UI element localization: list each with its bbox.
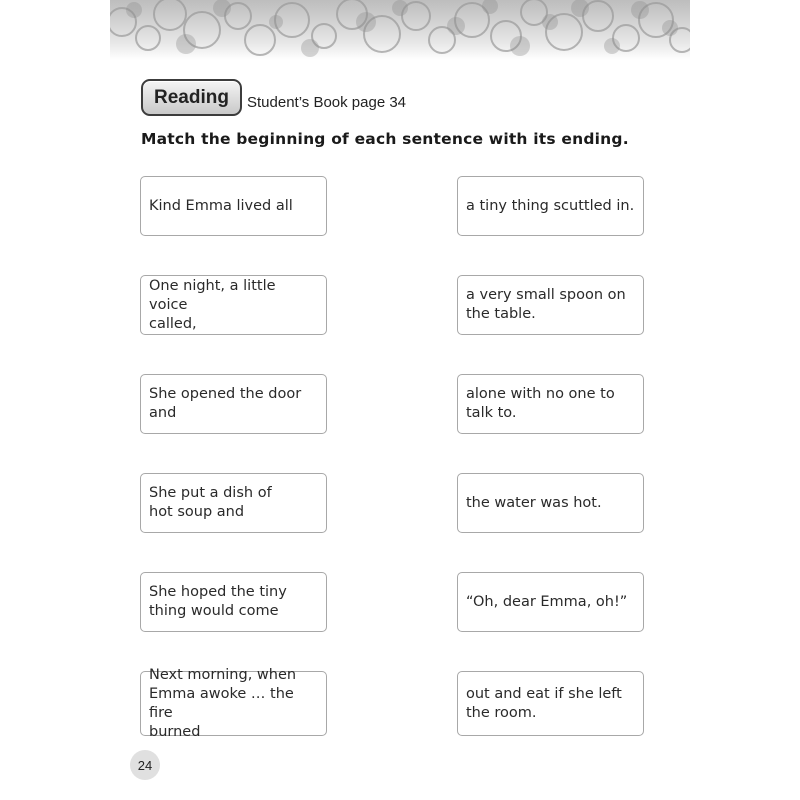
sentence-beginning-5[interactable]: She hoped the tiny thing would come — [140, 572, 327, 632]
decorative-bubble-banner — [110, 0, 690, 60]
sentence-beginning-3[interactable]: She opened the door and — [140, 374, 327, 434]
sentence-beginning-4[interactable]: She put a dish of hot soup and — [140, 473, 327, 533]
sentence-ending-2[interactable]: a very small spoon on the table. — [457, 275, 644, 335]
book-page-reference: Student’s Book page 34 — [247, 94, 407, 111]
page-number-badge: 24 — [130, 750, 160, 780]
exercise-instruction: Match the beginning of each sentence with its ending. — [141, 130, 629, 148]
sentence-beginning-2[interactable]: One night, a little voice called, — [140, 275, 327, 335]
sentence-ending-3[interactable]: alone with no one to talk to. — [457, 374, 644, 434]
reading-section-badge: Reading — [141, 79, 242, 116]
sentence-ending-1[interactable]: a tiny thing scuttled in. — [457, 176, 644, 236]
sentence-ending-6[interactable]: out and eat if she left the room. — [457, 671, 644, 736]
sentence-ending-5[interactable]: “Oh, dear Emma, oh!” — [457, 572, 644, 632]
sentence-beginning-1[interactable]: Kind Emma lived all — [140, 176, 327, 236]
sentence-beginning-6[interactable]: Next morning, when Emma awoke … the fire burned — [140, 671, 327, 736]
sentence-ending-4[interactable]: the water was hot. — [457, 473, 644, 533]
bubble-pattern-icon — [110, 0, 690, 60]
